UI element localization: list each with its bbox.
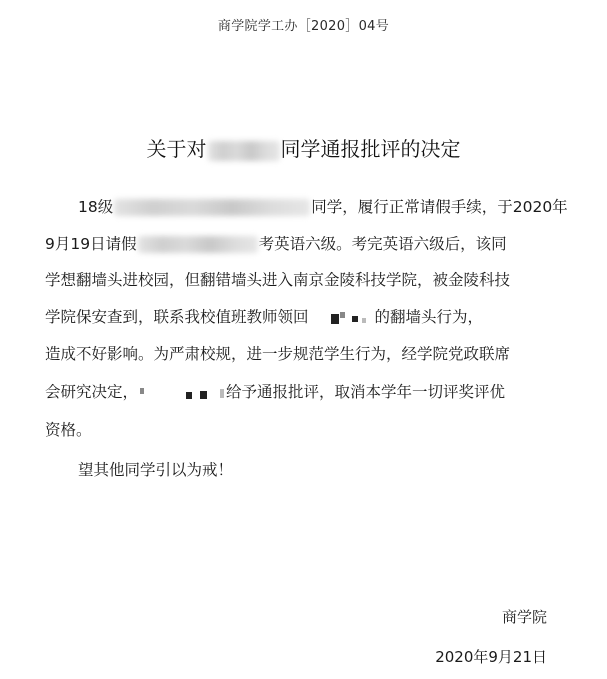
redacted-name bbox=[114, 199, 310, 216]
redacted-name bbox=[208, 141, 280, 161]
signature-issuer: 商学院 bbox=[501, 608, 547, 626]
paragraph-line: 18级 同学，履行正常请假手续，于2020年 bbox=[78, 198, 568, 216]
redacted-name bbox=[309, 310, 375, 326]
closing-line: 望其他同学引以为戒！ bbox=[78, 461, 234, 479]
redacted-location bbox=[138, 236, 258, 253]
issue-date: 2020年9月21日 bbox=[435, 648, 547, 666]
paragraph-line: 资格。 bbox=[45, 421, 92, 439]
title-prefix: 关于对 bbox=[146, 137, 207, 161]
title-suffix: 同学通报批评的决定 bbox=[280, 137, 461, 161]
paragraph-line: 造成不好影响。为严肃校规，进一步规范学生行为，经学院党政联席 bbox=[45, 345, 511, 363]
paragraph-line: 学想翻墙头进校园，但翻错墙头进入南京金陵科技学院，被金陵科技 bbox=[45, 271, 511, 289]
document-title bbox=[0, 133, 607, 162]
redacted-name bbox=[138, 385, 226, 401]
paragraph-line: 9月19日请假 考英语六级。考完英语六级后，该同 bbox=[45, 235, 507, 253]
paragraph-line: 学院保安查到，联系我校值班教师领回 的翻墙头行为， bbox=[45, 308, 484, 326]
document-number: 商学院学工办［2020］04号 bbox=[217, 19, 390, 34]
paragraph-line: 会研究决定， 给予通报批评，取消本学年一切评奖评优 bbox=[45, 383, 506, 401]
